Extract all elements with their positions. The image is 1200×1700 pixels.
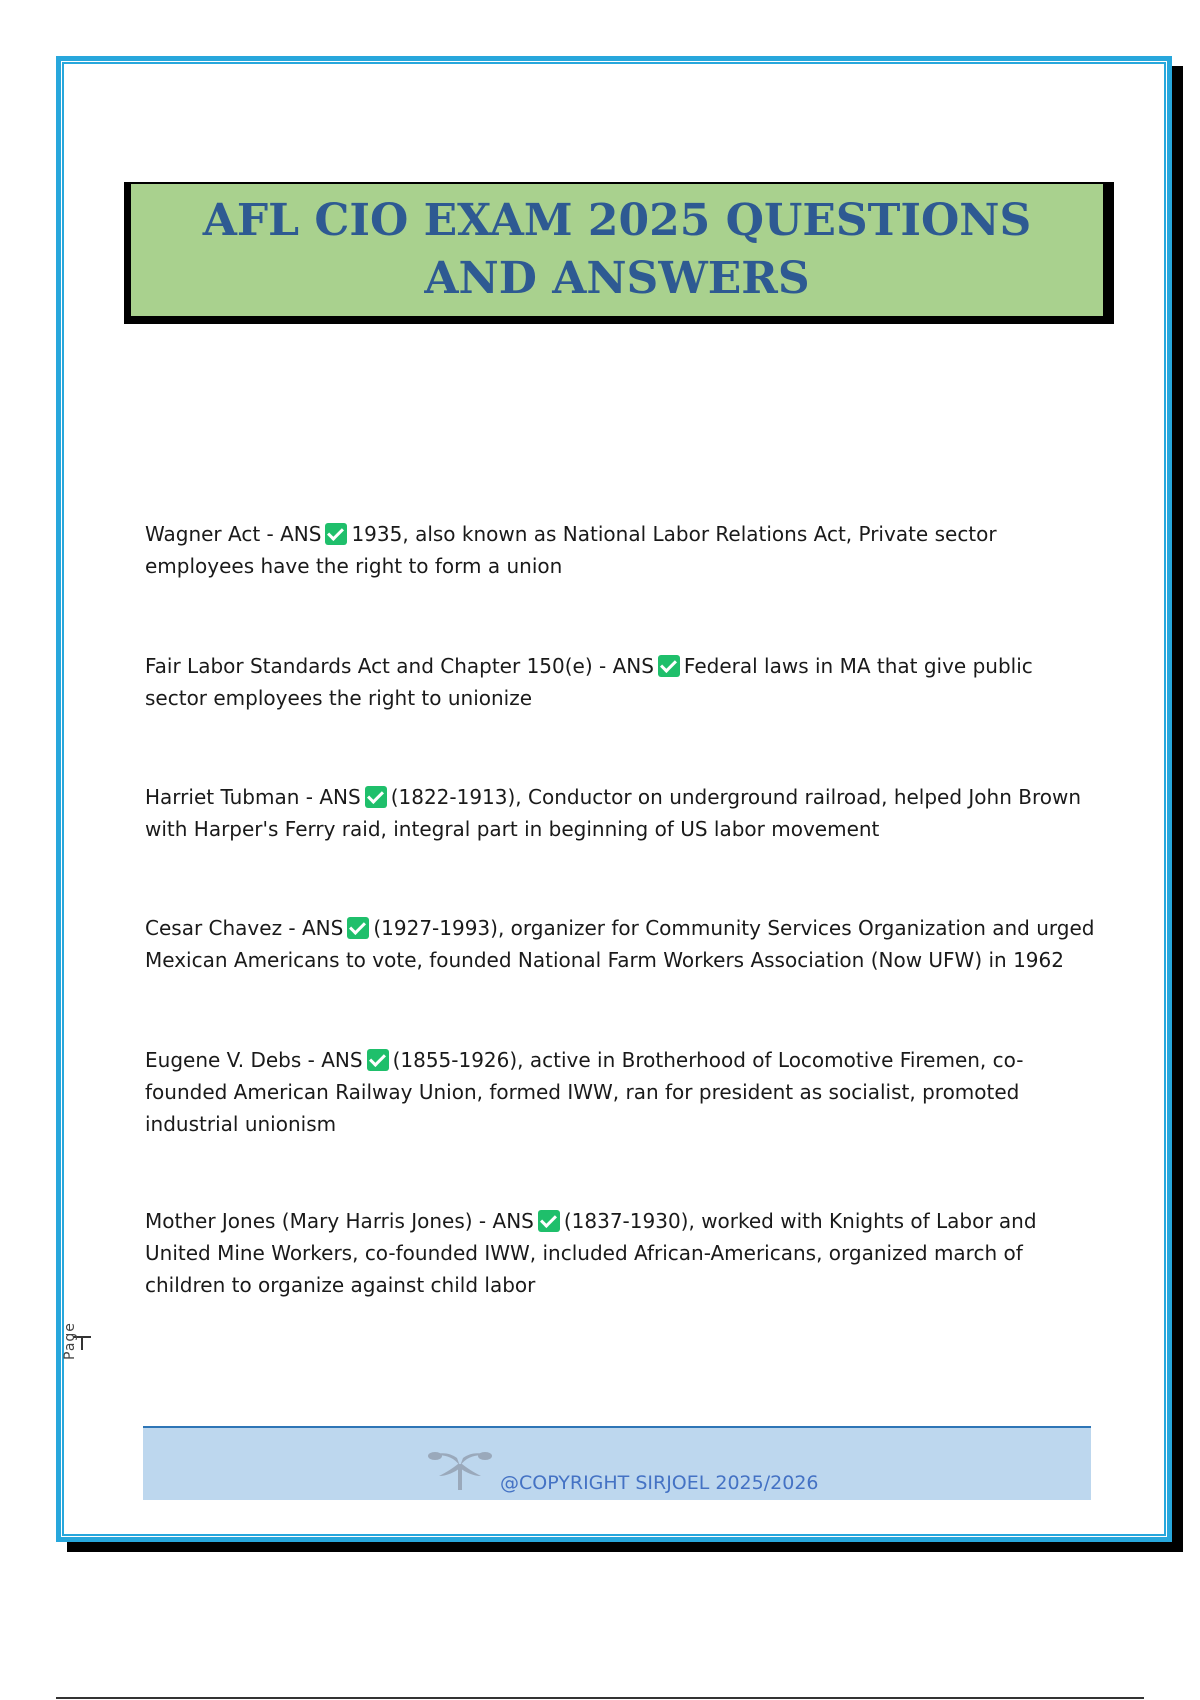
check-mark-icon [658,655,680,677]
footer-copyright: @COPYRIGHT SIRJOEL 2025/2026 [500,1472,819,1494]
qa-answer: 1935, also known as National Labor Relations Act, Private sector employees have the right to form a union [145,522,997,578]
qa-term: Mother Jones (Mary Harris Jones) - ANS [145,1209,534,1233]
tree-logo-icon [425,1442,495,1490]
qa-answer: (1927-1993), organizer for Community Services Organization and urged Mexican Americans to vote, founded National Farm Workers Association (Now UFW) in 1962 [145,916,1095,972]
qa-term: Eugene V. Debs - ANS [145,1048,363,1072]
check-mark-icon [365,786,387,808]
qa-item-mother-jones [145,1205,1095,1301]
check-mark-icon [367,1049,389,1071]
check-mark-icon [347,917,369,939]
qa-answer: (1822-1913), Conductor on underground railroad, helped John Brown with Harper's Ferry raid, integral part in beginning of US labor movement [145,785,1082,841]
qa-item-fair-labor-standards [145,650,1095,714]
bottom-rule [56,1697,1144,1699]
qa-term: Wagner Act - ANS [145,522,322,546]
title-banner [128,184,1106,316]
footer-bar [143,1426,1091,1500]
qa-answer: Federal laws in MA that give public sector employees the right to unionize [145,654,1033,710]
check-mark-icon [538,1210,560,1232]
side-page-label: Page [62,1322,78,1360]
qa-term: Fair Labor Standards Act and Chapter 150(e) - ANS [145,654,654,678]
qa-term: Cesar Chavez - ANS [145,916,344,940]
check-mark-icon [325,523,347,545]
qa-answer: (1855-1926), active in Brotherhood of Locomotive Firemen, co-founded American Railway Union, formed IWW, ran for president as socialist, promoted industrial unionism [145,1048,1024,1136]
qa-item-cesar-chavez [145,912,1095,976]
qa-item-harriet-tubman [145,781,1095,845]
qa-answer: (1837-1930), worked with Knights of Labor and United Mine Workers, co-founded IWW, included African-Americans, organized march of children to organize against child labor [145,1209,1037,1297]
qa-item-wagner-act [145,518,1095,582]
qa-term: Harriet Tubman - ANS [145,785,361,809]
qa-item-eugene-debs [145,1044,1095,1140]
page-title: AFL CIO EXAM 2025 QUESTIONS AND ANSWERS [202,195,1032,304]
